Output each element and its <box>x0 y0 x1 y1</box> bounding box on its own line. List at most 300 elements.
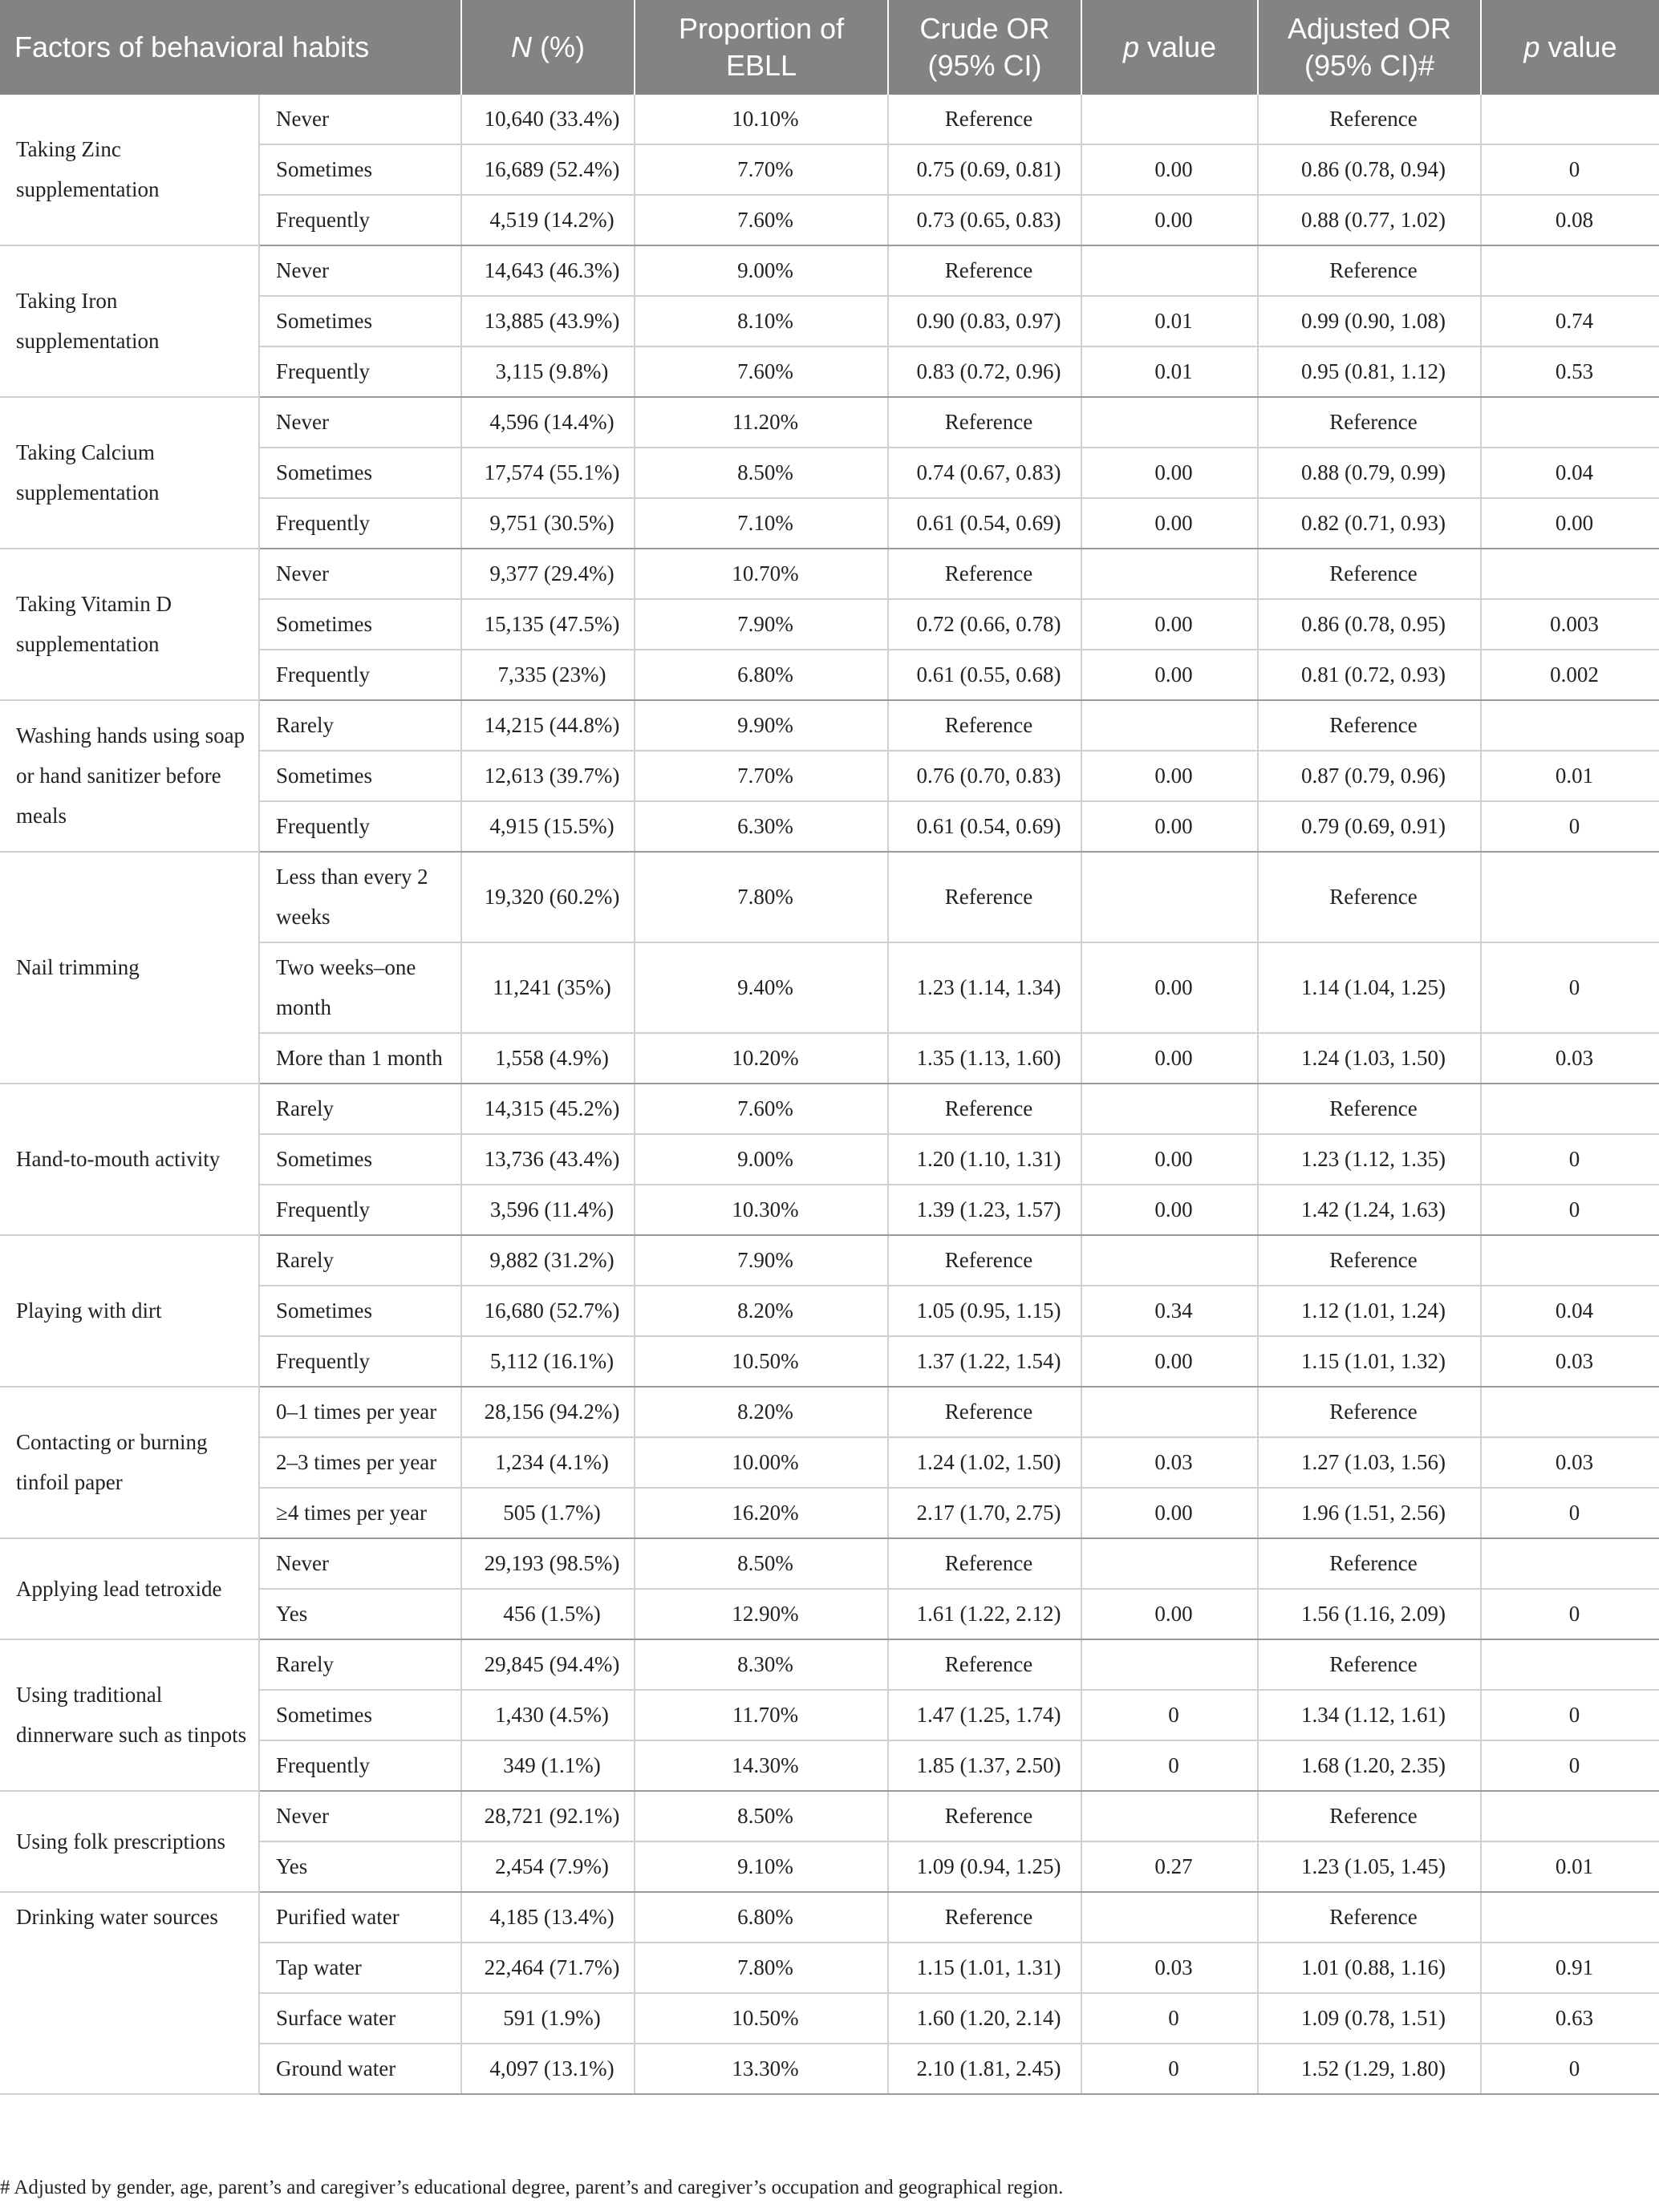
level-cell: Never <box>259 245 461 296</box>
n-cell: 22,464 (71.7%) <box>461 1943 635 1993</box>
proportion-cell: 10.50% <box>635 1336 888 1387</box>
n-cell: 14,643 (46.3%) <box>461 245 635 296</box>
adjusted-or-cell: 0.88 (0.77, 1.02) <box>1258 195 1481 245</box>
crude-or-cell: 1.09 (0.94, 1.25) <box>888 1841 1081 1892</box>
adjusted-p-value-cell: 0.04 <box>1481 448 1659 498</box>
proportion-cell: 11.70% <box>635 1690 888 1740</box>
crude-or-cell: 1.47 (1.25, 1.74) <box>888 1690 1081 1740</box>
adjusted-or-cell: 1.12 (1.01, 1.24) <box>1258 1286 1481 1336</box>
adjusted-p-value-cell: 0.53 <box>1481 346 1659 397</box>
adjusted-or-cell: Reference <box>1258 397 1481 448</box>
adjusted-p-value-cell: 0.91 <box>1481 1943 1659 1993</box>
header-p-value <box>1081 0 1258 95</box>
header-n <box>461 0 635 95</box>
proportion-cell: 7.70% <box>635 144 888 195</box>
n-cell: 29,193 (98.5%) <box>461 1538 635 1589</box>
n-cell: 349 (1.1%) <box>461 1740 635 1791</box>
level-cell: Rarely <box>259 1235 461 1286</box>
level-cell: Never <box>259 1538 461 1589</box>
table-row <box>0 1235 1659 1286</box>
adjusted-or-cell: 1.23 (1.05, 1.45) <box>1258 1841 1481 1892</box>
proportion-cell: 7.90% <box>635 1235 888 1286</box>
p-value-cell <box>1081 1639 1258 1690</box>
adjusted-or-cell: 1.23 (1.12, 1.35) <box>1258 1134 1481 1185</box>
level-cell: Frequently <box>259 195 461 245</box>
table-row <box>0 700 1659 751</box>
adjusted-or-cell: Reference <box>1258 700 1481 751</box>
n-cell: 9,751 (30.5%) <box>461 498 635 549</box>
proportion-cell: 11.20% <box>635 397 888 448</box>
n-cell: 9,882 (31.2%) <box>461 1235 635 1286</box>
adjusted-p-value-cell <box>1481 1538 1659 1589</box>
p-value-cell <box>1081 852 1258 942</box>
proportion-cell: 9.10% <box>635 1841 888 1892</box>
adjusted-or-cell: Reference <box>1258 1639 1481 1690</box>
n-cell: 9,377 (29.4%) <box>461 549 635 599</box>
adjusted-or-cell: 1.96 (1.51, 2.56) <box>1258 1488 1481 1538</box>
adjusted-or-cell: 1.52 (1.29, 1.80) <box>1258 2044 1481 2094</box>
level-cell: Yes <box>259 1589 461 1639</box>
adjusted-or-cell: Reference <box>1258 1538 1481 1589</box>
n-cell: 1,234 (4.1%) <box>461 1437 635 1488</box>
p-value-cell: 0.00 <box>1081 942 1258 1033</box>
crude-or-cell: 1.24 (1.02, 1.50) <box>888 1437 1081 1488</box>
adjusted-or-cell: 1.34 (1.12, 1.61) <box>1258 1690 1481 1740</box>
proportion-cell: 10.70% <box>635 549 888 599</box>
crude-or-cell: 2.10 (1.81, 2.45) <box>888 2044 1081 2094</box>
adjusted-p-value-cell <box>1481 1791 1659 1841</box>
level-cell: ≥4 times per year <box>259 1488 461 1538</box>
n-cell: 11,241 (35%) <box>461 942 635 1033</box>
header-p2-rest: value <box>1539 30 1617 63</box>
level-cell: Frequently <box>259 498 461 549</box>
n-cell: 1,558 (4.9%) <box>461 1033 635 1084</box>
adjusted-p-value-cell <box>1481 245 1659 296</box>
factor-cell: Washing hands using soap or hand sanitizer before meals <box>0 700 259 852</box>
adjusted-p-value-cell: 0.002 <box>1481 650 1659 700</box>
proportion-cell: 10.10% <box>635 95 888 144</box>
crude-or-cell: 0.74 (0.67, 0.83) <box>888 448 1081 498</box>
p-value-cell: 0.00 <box>1081 448 1258 498</box>
header-factor: Factors of behavioral habits <box>0 0 461 95</box>
table-row <box>0 1791 1659 1841</box>
level-cell: 2–3 times per year <box>259 1437 461 1488</box>
adjusted-p-value-cell: 0.00 <box>1481 498 1659 549</box>
p-value-cell <box>1081 700 1258 751</box>
level-cell: Sometimes <box>259 1134 461 1185</box>
proportion-cell: 10.20% <box>635 1033 888 1084</box>
adjusted-p-value-cell: 0.03 <box>1481 1437 1659 1488</box>
n-cell: 1,430 (4.5%) <box>461 1690 635 1740</box>
factor-cell: Applying lead tetroxide <box>0 1538 259 1639</box>
adjusted-or-cell: 1.68 (1.20, 2.35) <box>1258 1740 1481 1791</box>
adjusted-p-value-cell: 0.04 <box>1481 1286 1659 1336</box>
adjusted-or-cell: 0.86 (0.78, 0.95) <box>1258 599 1481 650</box>
proportion-cell: 8.20% <box>635 1387 888 1437</box>
p-value-cell: 0.03 <box>1081 1943 1258 1993</box>
adjusted-p-value-cell: 0 <box>1481 801 1659 852</box>
adjusted-p-value-cell <box>1481 95 1659 144</box>
proportion-cell: 12.90% <box>635 1589 888 1639</box>
crude-or-cell: Reference <box>888 245 1081 296</box>
p-value-cell: 0.01 <box>1081 296 1258 346</box>
level-cell: Never <box>259 549 461 599</box>
factor-cell: Contacting or burning tinfoil paper <box>0 1387 259 1538</box>
p-value-cell: 0.00 <box>1081 498 1258 549</box>
crude-or-cell: 2.17 (1.70, 2.75) <box>888 1488 1081 1538</box>
proportion-cell: 13.30% <box>635 2044 888 2094</box>
crude-or-cell: 1.20 (1.10, 1.31) <box>888 1134 1081 1185</box>
n-cell: 456 (1.5%) <box>461 1589 635 1639</box>
level-cell: Never <box>259 95 461 144</box>
table-body <box>0 95 1659 2094</box>
p-value-cell <box>1081 1892 1258 1943</box>
proportion-cell: 9.00% <box>635 1134 888 1185</box>
adjusted-or-cell: Reference <box>1258 549 1481 599</box>
n-cell: 17,574 (55.1%) <box>461 448 635 498</box>
level-cell: Purified water <box>259 1892 461 1943</box>
p-value-cell: 0.00 <box>1081 1134 1258 1185</box>
adjusted-p-value-cell <box>1481 1387 1659 1437</box>
crude-or-cell: 0.72 (0.66, 0.78) <box>888 599 1081 650</box>
p-value-cell <box>1081 245 1258 296</box>
n-cell: 16,680 (52.7%) <box>461 1286 635 1336</box>
header-adjusted-p-value <box>1481 0 1659 95</box>
n-cell: 2,454 (7.9%) <box>461 1841 635 1892</box>
crude-or-cell: Reference <box>888 852 1081 942</box>
header-p-italic: p <box>1122 30 1139 63</box>
adjusted-or-cell: 1.01 (0.88, 1.16) <box>1258 1943 1481 1993</box>
factor-cell: Taking Vitamin D supplementation <box>0 549 259 700</box>
header-p-rest: value <box>1138 30 1217 63</box>
adjusted-p-value-cell: 0.01 <box>1481 751 1659 801</box>
p-value-cell: 0.00 <box>1081 801 1258 852</box>
level-cell: Tap water <box>259 1943 461 1993</box>
p-value-cell <box>1081 549 1258 599</box>
level-cell: Frequently <box>259 801 461 852</box>
factor-cell: Drinking water sources <box>0 1892 259 2094</box>
crude-or-cell: 0.83 (0.72, 0.96) <box>888 346 1081 397</box>
level-cell: Frequently <box>259 1740 461 1791</box>
adjusted-or-cell: 1.42 (1.24, 1.63) <box>1258 1185 1481 1235</box>
adjusted-p-value-cell: 0 <box>1481 1690 1659 1740</box>
crude-or-cell: Reference <box>888 1538 1081 1589</box>
level-cell: Surface water <box>259 1993 461 2044</box>
p-value-cell: 0.00 <box>1081 751 1258 801</box>
crude-or-cell: 0.76 (0.70, 0.83) <box>888 751 1081 801</box>
proportion-cell: 9.40% <box>635 942 888 1033</box>
level-cell: Frequently <box>259 1336 461 1387</box>
adjusted-p-value-cell <box>1481 1235 1659 1286</box>
adjusted-p-value-cell <box>1481 397 1659 448</box>
header-row <box>0 0 1659 95</box>
adjusted-or-cell: 0.86 (0.78, 0.94) <box>1258 144 1481 195</box>
adjusted-p-value-cell <box>1481 1892 1659 1943</box>
p-value-cell <box>1081 1538 1258 1589</box>
adjusted-p-value-cell: 0.01 <box>1481 1841 1659 1892</box>
proportion-cell: 7.90% <box>635 599 888 650</box>
crude-or-cell: Reference <box>888 1387 1081 1437</box>
proportion-cell: 8.50% <box>635 1791 888 1841</box>
table-row <box>0 95 1659 144</box>
proportion-cell: 6.30% <box>635 801 888 852</box>
n-cell: 4,097 (13.1%) <box>461 2044 635 2094</box>
factor-cell: Taking Calcium supplementation <box>0 397 259 549</box>
adjusted-or-cell: 1.27 (1.03, 1.56) <box>1258 1437 1481 1488</box>
n-cell: 5,112 (16.1%) <box>461 1336 635 1387</box>
p-value-cell <box>1081 1084 1258 1134</box>
adjusted-or-cell: Reference <box>1258 245 1481 296</box>
crude-or-cell: Reference <box>888 397 1081 448</box>
crude-or-cell: Reference <box>888 1235 1081 1286</box>
proportion-cell: 7.60% <box>635 1084 888 1134</box>
adjusted-or-cell: Reference <box>1258 1892 1481 1943</box>
table-row <box>0 1538 1659 1589</box>
n-cell: 29,845 (94.4%) <box>461 1639 635 1690</box>
p-value-cell: 0.00 <box>1081 1033 1258 1084</box>
header-n-rest: (%) <box>532 30 586 63</box>
level-cell: Two weeks–one month <box>259 942 461 1033</box>
level-cell: Rarely <box>259 1639 461 1690</box>
adjusted-p-value-cell: 0 <box>1481 1185 1659 1235</box>
level-cell: Ground water <box>259 2044 461 2094</box>
n-cell: 13,736 (43.4%) <box>461 1134 635 1185</box>
crude-or-cell: 1.05 (0.95, 1.15) <box>888 1286 1081 1336</box>
proportion-cell: 14.30% <box>635 1740 888 1791</box>
crude-or-cell: 0.61 (0.54, 0.69) <box>888 801 1081 852</box>
table-header <box>0 0 1659 95</box>
level-cell: Less than every 2 weeks <box>259 852 461 942</box>
adjusted-or-cell: Reference <box>1258 1791 1481 1841</box>
n-cell: 15,135 (47.5%) <box>461 599 635 650</box>
n-cell: 591 (1.9%) <box>461 1993 635 2044</box>
level-cell: 0–1 times per year <box>259 1387 461 1437</box>
proportion-cell: 7.60% <box>635 195 888 245</box>
crude-or-cell: 1.60 (1.20, 2.14) <box>888 1993 1081 2044</box>
proportion-cell: 6.80% <box>635 650 888 700</box>
adjusted-or-cell: 0.88 (0.79, 0.99) <box>1258 448 1481 498</box>
adjusted-or-cell: 1.24 (1.03, 1.50) <box>1258 1033 1481 1084</box>
n-cell: 505 (1.7%) <box>461 1488 635 1538</box>
crude-or-cell: Reference <box>888 95 1081 144</box>
crude-or-cell: Reference <box>888 1084 1081 1134</box>
level-cell: Frequently <box>259 650 461 700</box>
level-cell: Sometimes <box>259 448 461 498</box>
adjusted-p-value-cell: 0.08 <box>1481 195 1659 245</box>
proportion-cell: 8.50% <box>635 448 888 498</box>
adjusted-p-value-cell: 0 <box>1481 1740 1659 1791</box>
adjusted-p-value-cell: 0 <box>1481 942 1659 1033</box>
p-value-cell <box>1081 1235 1258 1286</box>
proportion-cell: 9.90% <box>635 700 888 751</box>
adjusted-or-cell: 1.56 (1.16, 2.09) <box>1258 1589 1481 1639</box>
p-value-cell: 0 <box>1081 1690 1258 1740</box>
crude-or-cell: 1.85 (1.37, 2.50) <box>888 1740 1081 1791</box>
adjusted-or-cell: 0.95 (0.81, 1.12) <box>1258 346 1481 397</box>
adjusted-or-cell: 0.99 (0.90, 1.08) <box>1258 296 1481 346</box>
n-cell: 28,156 (94.2%) <box>461 1387 635 1437</box>
crude-or-cell: 1.37 (1.22, 1.54) <box>888 1336 1081 1387</box>
adjusted-or-cell: Reference <box>1258 95 1481 144</box>
level-cell: Sometimes <box>259 599 461 650</box>
table-footnote: # Adjusted by gender, age, parent’s and caregiver’s educational degree, parent’s and caregiver’s occupation and geographical region. <box>0 2177 1064 2198</box>
p-value-cell: 0.00 <box>1081 195 1258 245</box>
crude-or-cell: Reference <box>888 1639 1081 1690</box>
proportion-cell: 7.80% <box>635 1943 888 1993</box>
header-n-italic: N <box>511 30 533 63</box>
p-value-cell: 0.00 <box>1081 1589 1258 1639</box>
adjusted-p-value-cell: 0 <box>1481 1134 1659 1185</box>
p-value-cell: 0.27 <box>1081 1841 1258 1892</box>
p-value-cell: 0.00 <box>1081 650 1258 700</box>
level-cell: Never <box>259 397 461 448</box>
level-cell: Sometimes <box>259 751 461 801</box>
adjusted-p-value-cell <box>1481 549 1659 599</box>
crude-or-cell: Reference <box>888 1892 1081 1943</box>
p-value-cell <box>1081 397 1258 448</box>
n-cell: 16,689 (52.4%) <box>461 144 635 195</box>
adjusted-or-cell: 0.81 (0.72, 0.93) <box>1258 650 1481 700</box>
adjusted-p-value-cell: 0 <box>1481 144 1659 195</box>
adjusted-or-cell: 1.14 (1.04, 1.25) <box>1258 942 1481 1033</box>
proportion-cell: 7.10% <box>635 498 888 549</box>
header-crude-or: Crude OR (95% CI) <box>888 0 1081 95</box>
n-cell: 7,335 (23%) <box>461 650 635 700</box>
n-cell: 19,320 (60.2%) <box>461 852 635 942</box>
adjusted-or-cell: Reference <box>1258 852 1481 942</box>
adjusted-p-value-cell <box>1481 1639 1659 1690</box>
n-cell: 28,721 (92.1%) <box>461 1791 635 1841</box>
crude-or-cell: Reference <box>888 700 1081 751</box>
n-cell: 3,115 (9.8%) <box>461 346 635 397</box>
table-row <box>0 1892 1659 1943</box>
n-cell: 4,915 (15.5%) <box>461 801 635 852</box>
factor-cell: Nail trimming <box>0 852 259 1084</box>
p-value-cell <box>1081 95 1258 144</box>
p-value-cell <box>1081 1387 1258 1437</box>
adjusted-p-value-cell: 0.003 <box>1481 599 1659 650</box>
level-cell: Frequently <box>259 1185 461 1235</box>
p-value-cell: 0.00 <box>1081 599 1258 650</box>
factor-cell: Taking Zinc supplementation <box>0 95 259 245</box>
proportion-cell: 8.10% <box>635 296 888 346</box>
level-cell: Rarely <box>259 700 461 751</box>
adjusted-p-value-cell: 0 <box>1481 1488 1659 1538</box>
adjusted-p-value-cell: 0 <box>1481 2044 1659 2094</box>
p-value-cell: 0.00 <box>1081 144 1258 195</box>
table-row <box>0 397 1659 448</box>
adjusted-p-value-cell <box>1481 700 1659 751</box>
table-row <box>0 1084 1659 1134</box>
adjusted-p-value-cell: 0.03 <box>1481 1336 1659 1387</box>
factor-cell: Using folk prescriptions <box>0 1791 259 1892</box>
level-cell: More than 1 month <box>259 1033 461 1084</box>
adjusted-p-value-cell: 0.63 <box>1481 1993 1659 2044</box>
table-row <box>0 549 1659 599</box>
level-cell: Sometimes <box>259 1286 461 1336</box>
header-proportion: Proportion of EBLL <box>635 0 888 95</box>
table-row <box>0 245 1659 296</box>
crude-or-cell: 1.61 (1.22, 2.12) <box>888 1589 1081 1639</box>
n-cell: 4,185 (13.4%) <box>461 1892 635 1943</box>
adjusted-p-value-cell: 0.03 <box>1481 1033 1659 1084</box>
crude-or-cell: 0.61 (0.54, 0.69) <box>888 498 1081 549</box>
level-cell: Sometimes <box>259 296 461 346</box>
n-cell: 14,315 (45.2%) <box>461 1084 635 1134</box>
adjusted-p-value-cell: 0.74 <box>1481 296 1659 346</box>
adjusted-or-cell: 1.09 (0.78, 1.51) <box>1258 1993 1481 2044</box>
proportion-cell: 10.00% <box>635 1437 888 1488</box>
proportion-cell: 8.50% <box>635 1538 888 1589</box>
adjusted-or-cell: 0.82 (0.71, 0.93) <box>1258 498 1481 549</box>
table-row <box>0 852 1659 942</box>
p-value-cell: 0 <box>1081 1740 1258 1791</box>
level-cell: Sometimes <box>259 144 461 195</box>
n-cell: 4,596 (14.4%) <box>461 397 635 448</box>
proportion-cell: 10.50% <box>635 1993 888 2044</box>
table-row <box>0 1387 1659 1437</box>
proportion-cell: 7.70% <box>635 751 888 801</box>
crude-or-cell: 0.73 (0.65, 0.83) <box>888 195 1081 245</box>
level-cell: Rarely <box>259 1084 461 1134</box>
proportion-cell: 10.30% <box>635 1185 888 1235</box>
adjusted-p-value-cell <box>1481 852 1659 942</box>
p-value-cell: 0 <box>1081 1993 1258 2044</box>
crude-or-cell: 1.23 (1.14, 1.34) <box>888 942 1081 1033</box>
p-value-cell: 0.00 <box>1081 1488 1258 1538</box>
adjusted-or-cell: 1.15 (1.01, 1.32) <box>1258 1336 1481 1387</box>
adjusted-or-cell: Reference <box>1258 1084 1481 1134</box>
proportion-cell: 16.20% <box>635 1488 888 1538</box>
header-p2-italic: p <box>1523 30 1540 63</box>
n-cell: 3,596 (11.4%) <box>461 1185 635 1235</box>
proportion-cell: 9.00% <box>635 245 888 296</box>
n-cell: 12,613 (39.7%) <box>461 751 635 801</box>
p-value-cell: 0.34 <box>1081 1286 1258 1336</box>
p-value-cell: 0.00 <box>1081 1185 1258 1235</box>
crude-or-cell: Reference <box>888 549 1081 599</box>
p-value-cell: 0.00 <box>1081 1336 1258 1387</box>
n-cell: 14,215 (44.8%) <box>461 700 635 751</box>
factor-cell: Hand-to-mouth activity <box>0 1084 259 1235</box>
crude-or-cell: 0.61 (0.55, 0.68) <box>888 650 1081 700</box>
n-cell: 10,640 (33.4%) <box>461 95 635 144</box>
crude-or-cell: 0.75 (0.69, 0.81) <box>888 144 1081 195</box>
crude-or-cell: 1.39 (1.23, 1.57) <box>888 1185 1081 1235</box>
adjusted-p-value-cell: 0 <box>1481 1589 1659 1639</box>
level-cell: Yes <box>259 1841 461 1892</box>
adjusted-or-cell: 0.79 (0.69, 0.91) <box>1258 801 1481 852</box>
p-value-cell <box>1081 1791 1258 1841</box>
proportion-cell: 8.20% <box>635 1286 888 1336</box>
factor-cell: Taking Iron supplementation <box>0 245 259 397</box>
p-value-cell: 0.01 <box>1081 346 1258 397</box>
adjusted-or-cell: Reference <box>1258 1235 1481 1286</box>
header-adjusted-or: Adjusted OR (95% CI)# <box>1258 0 1481 95</box>
p-value-cell: 0 <box>1081 2044 1258 2094</box>
p-value-cell: 0.03 <box>1081 1437 1258 1488</box>
crude-or-cell: 0.90 (0.83, 0.97) <box>888 296 1081 346</box>
n-cell: 13,885 (43.9%) <box>461 296 635 346</box>
crude-or-cell: 1.35 (1.13, 1.60) <box>888 1033 1081 1084</box>
proportion-cell: 7.80% <box>635 852 888 942</box>
adjusted-or-cell: 0.87 (0.79, 0.96) <box>1258 751 1481 801</box>
level-cell: Never <box>259 1791 461 1841</box>
table-row <box>0 1639 1659 1690</box>
proportion-cell: 7.60% <box>635 346 888 397</box>
adjusted-p-value-cell <box>1481 1084 1659 1134</box>
crude-or-cell: 1.15 (1.01, 1.31) <box>888 1943 1081 1993</box>
